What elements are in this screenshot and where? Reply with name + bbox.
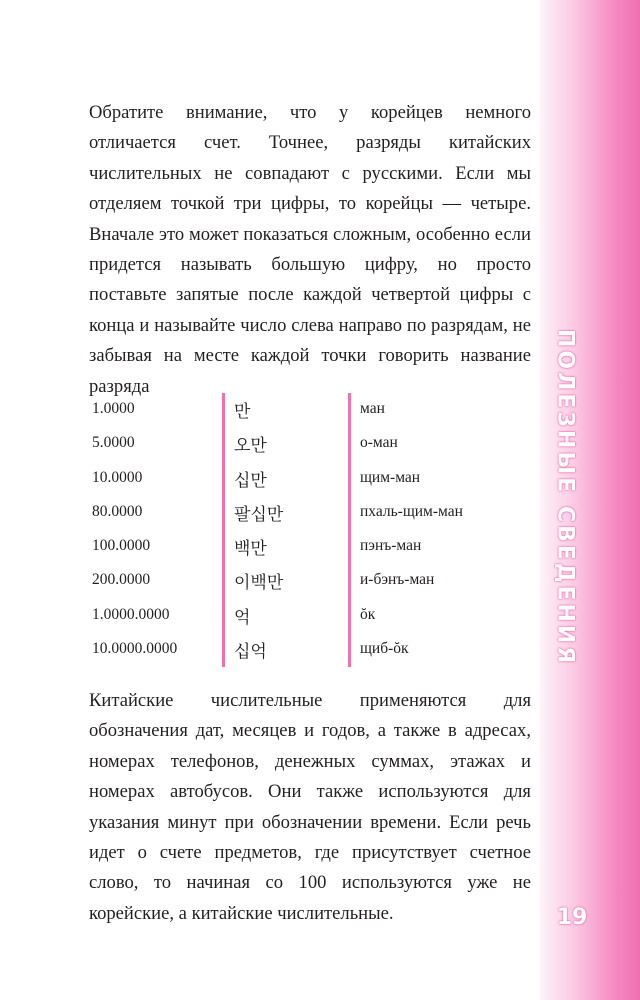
korean-cell: 십만: [234, 470, 267, 491]
korean-cell: 팔십만: [234, 504, 284, 525]
table-row: [92, 599, 512, 633]
number-cell: 100.0000: [92, 537, 151, 555]
section-title-text: ПОЛЕЗНЫЕ СВЕДЕНИЯ: [552, 328, 578, 667]
korean-cell: 억: [234, 607, 251, 628]
page-number: 19: [556, 905, 588, 930]
paragraph-usage: Китайские числительные применяются для обозначения дат, месяцев и годов, а также в адресах, номерах телефонов, денежных суммах, этажах и номерах автобусов. Они также используются для указания минут при обозначении времени. Если речь идет о счете предметов, где присутствует счетное слово, то начиная со 100 используются уже не корейские, а китайские числительные.: [89, 690, 531, 924]
reading-cell: щим-ман: [360, 468, 421, 486]
number-cell: 10.0000.0000: [92, 640, 178, 658]
number-cell: 200.0000: [92, 571, 151, 589]
paragraph-intro: Обратите внимание, что у корейцев немного отличается счет. Точнее, разряды китайских числительных не совпадают с русскими. Если мы отделяем точкой три цифры, то корейцы — четыре. Вначале это может показаться сложным, особенно если придется называть большую цифру, но просто поставьте запятые после каждой четвертой цифры с конца и называйте число слева направо по разрядам, не забывая на месте каждой точки говорить название разряда: [89, 102, 531, 397]
reading-cell: щиб-ŏк: [360, 640, 409, 658]
reading-cell: пхаль-щим-ман: [360, 502, 463, 520]
number-cell: 80.0000: [92, 502, 143, 520]
table-row: [92, 427, 512, 461]
reading-cell: ŏк: [360, 605, 376, 623]
table-row: [92, 564, 512, 598]
korean-cell: 만: [234, 402, 251, 422]
reading-cell: и-бэнъ-ман: [360, 571, 435, 589]
reading-cell: ман: [360, 400, 385, 417]
section-title: [550, 330, 580, 665]
number-cell: 5.0000: [92, 434, 135, 452]
number-cell: 1.0000: [92, 400, 135, 417]
korean-cell: 십억: [234, 642, 267, 663]
table-row: [92, 530, 512, 564]
numbers-table: [92, 393, 512, 667]
table-row: [92, 393, 512, 427]
korean-cell: 이백만: [234, 573, 284, 594]
korean-cell: 백만: [234, 539, 267, 560]
korean-cell: 오만: [234, 436, 267, 457]
table-row: [92, 633, 512, 667]
reading-cell: о-ман: [360, 434, 398, 452]
reading-cell: пэнъ-ман: [360, 537, 422, 555]
table-row: [92, 496, 512, 530]
number-cell: 10.0000: [92, 468, 143, 486]
table-row: [92, 462, 512, 496]
number-cell: 1.0000.0000: [92, 605, 170, 623]
